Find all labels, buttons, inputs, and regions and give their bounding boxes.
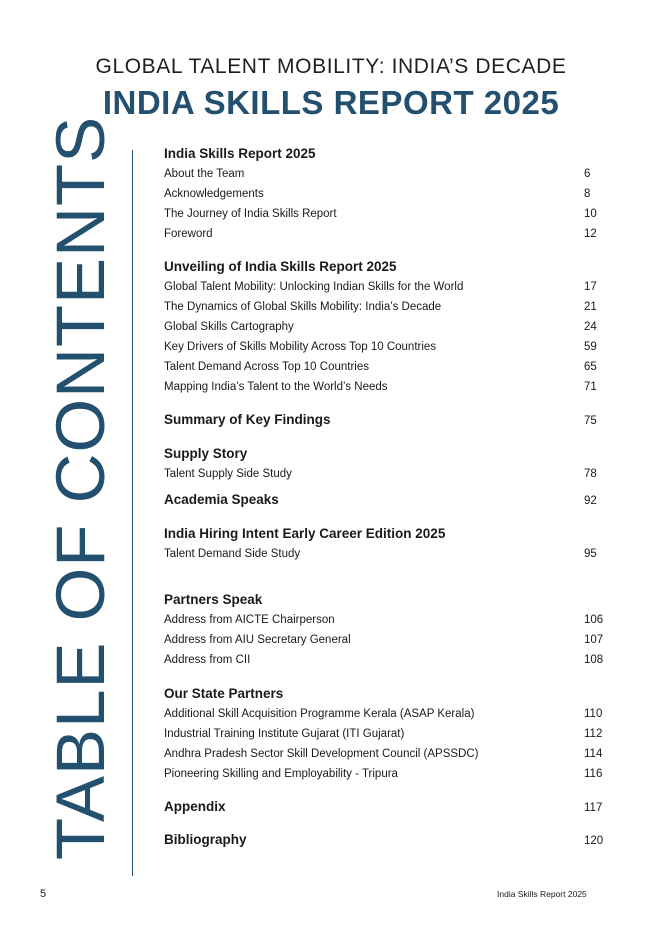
entry-label: Andhra Pradesh Sector Skill Development Council (APSSDC)	[164, 748, 479, 760]
entry-label: Key Drivers of Skills Mobility Across Top 10 Countries	[164, 341, 437, 353]
side-title: TABLE OF CONTENTS	[42, 115, 119, 860]
entry-page: 8	[584, 188, 591, 200]
toc-entry[interactable]	[164, 614, 604, 632]
toc-entry[interactable]	[164, 168, 604, 186]
toc-entry[interactable]	[164, 768, 604, 786]
toc-entry[interactable]	[164, 548, 604, 566]
section-title: Our State Partners	[164, 686, 284, 701]
entry-page: 71	[584, 381, 597, 393]
toc-entry[interactable]	[164, 708, 604, 726]
section-title: India Skills Report 2025	[164, 146, 316, 161]
toc-section-heading[interactable]	[164, 446, 604, 466]
section-title: Academia Speaks	[164, 492, 279, 507]
section-title: Bibliography	[164, 832, 247, 847]
entry-label: The Dynamics of Global Skills Mobility: India’s Decade	[164, 301, 442, 313]
toc-entry[interactable]	[164, 188, 604, 206]
toc-entry[interactable]	[164, 361, 604, 379]
toc-entry[interactable]	[164, 341, 604, 359]
section-page: 92	[584, 495, 597, 507]
entry-label: Industrial Training Institute Gujarat (ITI Gujarat)	[164, 728, 405, 740]
entry-page: 107	[584, 634, 604, 646]
entry-page: 12	[584, 228, 597, 240]
toc-entry[interactable]	[164, 468, 604, 486]
entry-label: Talent Supply Side Study	[164, 468, 292, 480]
entry-page: 6	[584, 168, 591, 180]
entry-page: 106	[584, 614, 604, 626]
entry-label: Address from AICTE Chairperson	[164, 614, 335, 626]
toc-entry[interactable]	[164, 748, 604, 766]
entry-label: Global Talent Mobility: Unlocking Indian Skills for the World	[164, 281, 464, 293]
toc-entry[interactable]	[164, 301, 604, 319]
entry-label: Foreword	[164, 228, 213, 240]
toc-entry[interactable]	[164, 228, 604, 246]
entry-label: Global Skills Cartography	[164, 321, 294, 333]
entry-page: 78	[584, 468, 597, 480]
section-page: 120	[584, 835, 604, 847]
toc-section-heading[interactable]	[164, 259, 604, 279]
section-title: Appendix	[164, 799, 226, 814]
toc-section-heading[interactable]	[164, 412, 604, 432]
section-page: 117	[584, 802, 603, 814]
entry-page: 116	[584, 768, 603, 780]
toc-entry[interactable]	[164, 728, 604, 746]
entry-page: 95	[584, 548, 597, 560]
footer-report-name: India Skills Report 2025	[497, 889, 587, 899]
toc-section-heading[interactable]	[164, 832, 604, 852]
entry-page: 65	[584, 361, 597, 373]
toc-entry[interactable]	[164, 634, 604, 652]
toc-section-heading[interactable]	[164, 492, 604, 512]
toc-section-heading[interactable]	[164, 799, 604, 819]
entry-label: Additional Skill Acquisition Programme Kerala (ASAP Kerala)	[164, 708, 475, 720]
report-title: INDIA SKILLS REPORT 2025	[102, 84, 560, 121]
entry-page: 24	[584, 321, 597, 333]
entry-label: Talent Demand Across Top 10 Countries	[164, 361, 369, 373]
section-title: Supply Story	[164, 446, 248, 461]
entry-page: 110	[584, 708, 603, 720]
toc-entry[interactable]	[164, 381, 604, 399]
section-title: India Hiring Intent Early Career Edition 2025	[164, 526, 446, 541]
page-number: 5	[40, 888, 47, 900]
entry-page: 17	[584, 281, 597, 293]
toc-section-heading[interactable]	[164, 146, 604, 166]
entry-page: 114	[584, 748, 603, 760]
entry-label: Talent Demand Side Study	[164, 548, 301, 560]
entry-page: 10	[584, 208, 597, 220]
toc-entry[interactable]	[164, 208, 604, 226]
entry-label: Mapping India’s Talent to the World’s Needs	[164, 381, 388, 393]
entry-page: 21	[584, 301, 597, 313]
toc-section-heading[interactable]	[164, 686, 604, 706]
entry-label: Address from CII	[164, 654, 251, 666]
divider-line	[132, 150, 133, 876]
entry-page: 59	[584, 341, 597, 353]
side-title-container	[42, 115, 119, 860]
section-title: Partners Speak	[164, 592, 263, 607]
report-subtitle: GLOBAL TALENT MOBILITY: INDIA’S DECADE	[95, 55, 567, 78]
toc-section-heading[interactable]	[164, 526, 604, 546]
entry-label: Address from AIU Secretary General	[164, 634, 351, 646]
entry-label: Acknowledgements	[164, 188, 264, 200]
entry-page: 112	[584, 728, 603, 740]
section-title: Unveiling of India Skills Report 2025	[164, 259, 397, 274]
section-page: 75	[584, 415, 597, 427]
toc-entry[interactable]	[164, 321, 604, 339]
section-title: Summary of Key Findings	[164, 412, 331, 427]
toc-entry[interactable]	[164, 654, 604, 672]
toc-section-heading[interactable]	[164, 592, 604, 612]
entry-label: The Journey of India Skills Report	[164, 208, 337, 220]
entry-label: Pioneering Skilling and Employability - Tripura	[164, 768, 398, 780]
toc-entry[interactable]	[164, 281, 604, 299]
entry-page: 108	[584, 654, 604, 666]
entry-label: About the Team	[164, 168, 245, 180]
